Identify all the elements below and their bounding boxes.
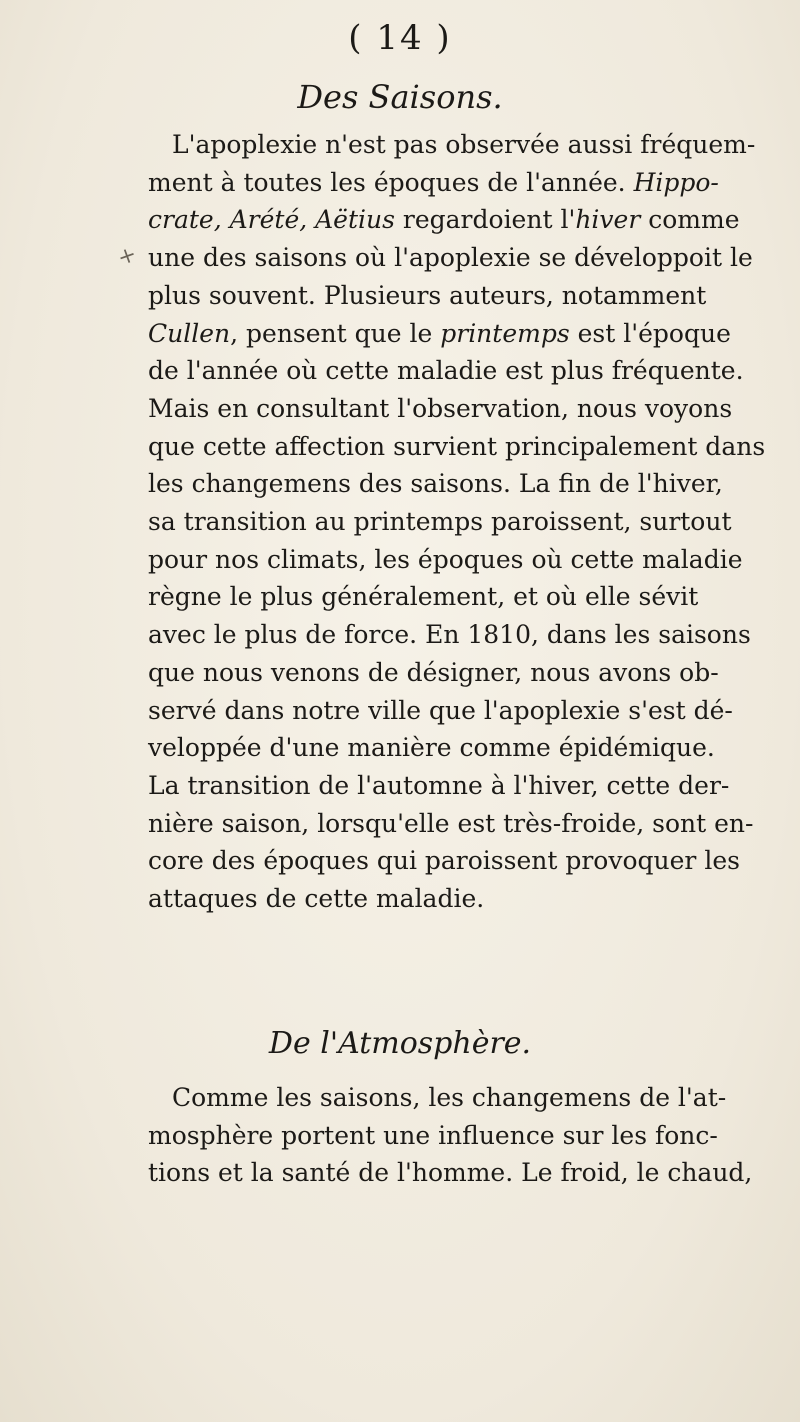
text-line: core des époques qui paroissent provoquer les xyxy=(148,846,740,876)
text-line: pour nos climats, les époques où cette maladie xyxy=(148,544,743,574)
margin-mark: + xyxy=(114,241,141,272)
section-heading-seasons: Des Saisons. xyxy=(297,78,503,116)
text-line: règne le plus généralement, et où elle sévit xyxy=(148,582,699,612)
text-line: sa transition au printemps paroissent, surtout xyxy=(148,507,732,537)
text-line: ment à toutes les époques de l'année. Hippo- xyxy=(148,167,719,197)
page-number: ( 14 ) xyxy=(348,18,452,58)
text-line: mosphère portent une influence sur les fonc- xyxy=(148,1120,718,1150)
text-line: Mais en consultant l'observation, nous voyons xyxy=(148,393,733,423)
section-heading-atmosphere: De l'Atmosphère. xyxy=(268,1026,532,1061)
text-line: plus souvent. Plusieurs auteurs, notamment xyxy=(148,280,707,310)
text-line: les changemens des saisons. La fin de l'hiver, xyxy=(148,469,723,499)
text-line: veloppée d'une manière comme épidémique. xyxy=(148,733,715,763)
paragraph-atmosphere xyxy=(148,1079,753,1192)
text-line: que nous venons de désigner, nous avons ob- xyxy=(148,657,719,687)
text-line: servé dans notre ville que l'apoplexie s'est dé- xyxy=(148,695,733,725)
text-line: attaques de cette maladie. xyxy=(148,884,485,914)
text-line: avec le plus de force. En 1810, dans les saisons xyxy=(148,620,751,650)
text-line: que cette affection survient principalement dans xyxy=(148,431,766,461)
text-line: crate, Arété, Aëtius regardoient l'hiver comme xyxy=(148,205,740,235)
text-line: La transition de l'automne à l'hiver, cette der- xyxy=(148,770,730,800)
text-line: Comme les saisons, les changemens de l'at- xyxy=(172,1083,727,1112)
paragraph-seasons xyxy=(148,126,766,918)
text-line: tions et la santé de l'homme. Le froid, le chaud, xyxy=(148,1158,753,1188)
text-line: Cullen, pensent que le printemps est l'époque xyxy=(148,318,731,348)
text-line: L'apoplexie n'est pas observée aussi fréquem- xyxy=(172,130,756,159)
text-line: nière saison, lorsqu'elle est très-froide, sont en- xyxy=(148,808,754,838)
text-line: une des saisons où l'apoplexie se développoit le xyxy=(148,243,753,273)
text-line: de l'année où cette maladie est plus fréquente. xyxy=(148,356,744,386)
